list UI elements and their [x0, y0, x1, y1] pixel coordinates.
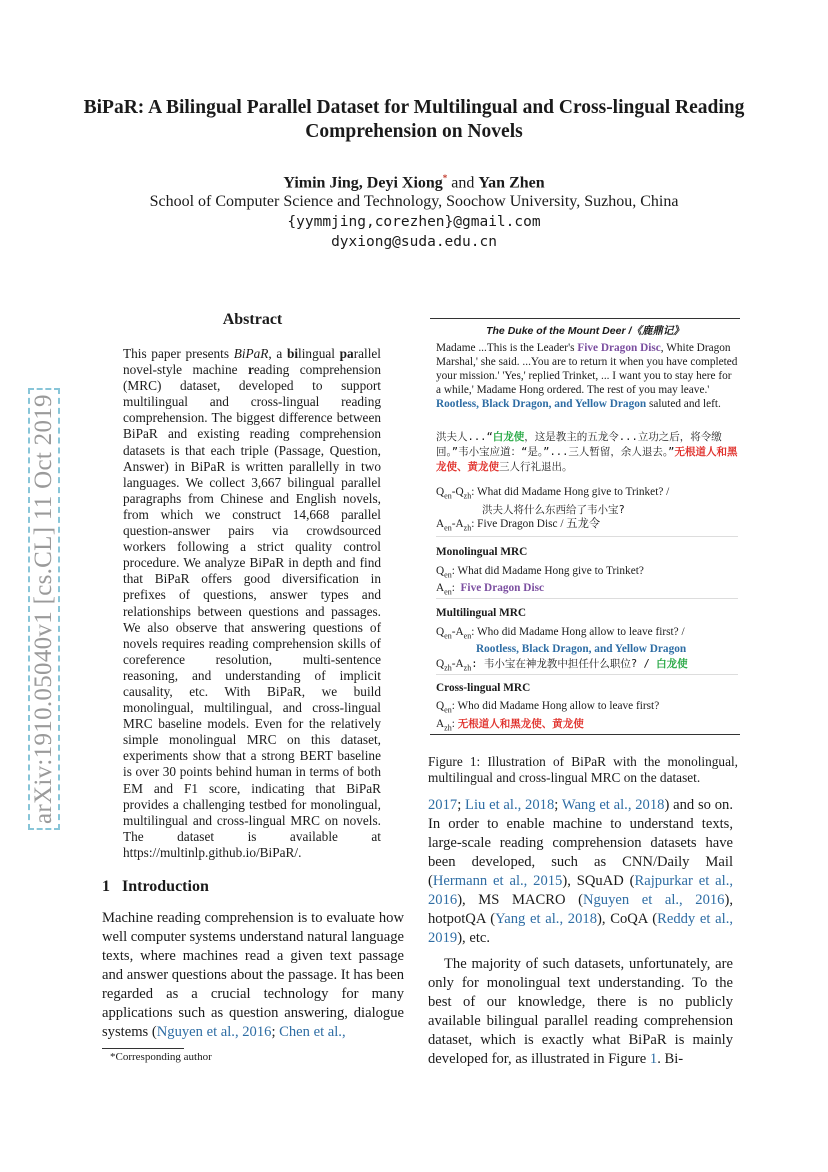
citation-link[interactable]: Yang et al., 2018 — [495, 911, 597, 927]
figure-title: The Duke of the Mount Deer /《鹿鼎记》 — [486, 325, 684, 337]
footnote: *Corresponding author — [110, 1051, 212, 1063]
intro-paragraph: Machine reading comprehension is to evaluate how well computer systems understand natural language texts, where machines read a given text passage and answer questions about the passage. It has been regarded as a crucial technology for many applications such as question answering, dialogue systems (Nguyen et al., 2016; Chen et al., — [102, 910, 404, 1040]
citation-link[interactable]: Hermann et al., 2015 — [432, 873, 563, 889]
section-number: 1 — [102, 878, 110, 895]
mono-qa: $Q_{en}$: What did Madame Hong give to Trinket? $A_{en}$: Five Dragon Disc — [436, 565, 644, 597]
citation-link[interactable]: 2017 — [428, 797, 458, 813]
arxiv-stamp[interactable]: arXiv:1910.05040v1 [cs.CL] 11 Oct 2019 — [28, 388, 60, 830]
cross-qa: $Q_{en}$: Who did Madame Hong allow to leave first? $A_{zh}$: 无根道人和黑龙使、黄龙使 — [436, 700, 660, 733]
abstract-heading: Abstract — [222, 311, 283, 328]
figure-reference-link[interactable]: 1 — [649, 1051, 658, 1067]
section-heading — [102, 878, 209, 896]
author-list — [60, 173, 768, 192]
citation-link[interactable]: Rajpurkar et al., 2016 — [428, 873, 733, 908]
affiliation: School of Computer Science and Technology, Soochow University, Suzhou, China — [149, 193, 679, 210]
email-1[interactable]: {yymmjing,corezhen}@gmail.com — [287, 214, 541, 230]
citation-link[interactable]: Liu et al., 2018 — [465, 797, 555, 813]
right-paragraph-1: 2017; Liu et al., 2018; Wang et al., 2018) and so on. In order to enable machine to understand texts, large-scale reading comprehension datasets have been developed, such as CNN/Daily Mail (Hermann et al., 2015), SQuAD (Rajpurkar et al., 2016), MS MACRO (Nguyen et al., 2016), hotpotQA (Yang et al., 2018), CoQA (Reddy et al., 2019), etc. — [428, 797, 734, 946]
email-2[interactable]: dyxiong@suda.edu.cn — [331, 234, 497, 250]
abstract-body: This paper presents BiPaR, a bilingual parallel novel-style machine reading comprehension (MRC) dataset, developed to support multilingual and cross-lingual reading comprehension. The biggest difference between BiPaR and existing reading comprehension datasets is that each triple (Passage, Question, Answer) in BiPaR is written parallelly in two languages. We collect 3,667 bilingual parallel paragraphs from Chinese and English novels, from which we construct 14,668 parallel question-answer pairs via crowdsourced workers following a strict quality control procedure. We analyze BiPaR in depth and find that BiPaR offers good diversification in prefixes of questions, answer types and relationships between questions and passages. We also observe that answering questions of novels requires reading comprehension skills of coreference resolution, multi-sentence reasoning, and understanding of implicit causality, etc. With BiPaR, we build monolingual, multilingual, and cross-lingual MRC baseline models. Even for the relatively simple monolingual MRC on this dataset, experiments show that a strong BERT baseline is over 30 points behind human in terms of both EM and F1 score, indicating that BiPaR provides a challenging testbed for monolingual, multilingual and cross-lingual MRC on novels. The dataset is available at https://multinlp.github.io/BiPaR/. — [123, 346, 382, 860]
chinese-passage: 洪夫人...“白龙使，这是教主的五龙令...立功之后，将令缴回。”韦小宝应道：“是。”...三人暂留，余人退去。”无根道人和黑龙使、黄龙使三人行礼退出。 — [436, 431, 738, 473]
multi-heading: Multilingual MRC — [436, 607, 527, 619]
figure-divider — [436, 598, 738, 599]
figure-top-rule — [430, 318, 740, 319]
mono-heading: Monolingual MRC — [436, 546, 528, 558]
citation-link[interactable]: Wang et al., 2018 — [561, 797, 665, 813]
english-passage: Madame ...This is the Leader's Five Dragon Disc, White Dragon Marshal,' she said. ...You are to return it when you have completed your mission.' 'Yes,' replied Trinket, ... I want you to stay here for a while,' Madame Hong ordered. The rest of you may leave.' Rootless, Black Dragon, and Yellow Dragon saluted and left. — [436, 342, 738, 410]
parallel-qa: $Q_{en}-Q_{zh}$: What did Madame Hong give to Trinket? / 洪夫人将什么东西给了韦小宝? $A_{en}-A_{zh}$: Five Dragon Disc / 五龙令 — [436, 486, 670, 533]
right-paragraph-2: The majority of such datasets, unfortunately, are only for monolingual text understanding. To the best of our knowledge, there is no publicly available bilingual parallel reading comprehension dataset, which is exactly what BiPaR is mainly developed for, as illustrated in Figure 1. Bi- — [428, 956, 733, 1067]
citation-link[interactable]: Nguyen et al., 2016 — [582, 892, 725, 908]
author-3: Yan Zhen — [478, 174, 545, 192]
footnote-divider — [102, 1048, 184, 1049]
figure-bottom-rule — [430, 734, 740, 735]
figure-divider — [436, 674, 738, 675]
author-and: and — [447, 174, 479, 192]
author-separator: , — [358, 174, 367, 192]
paper-title: BiPaR: A Bilingual Parallel Dataset for Multilingual and Cross-lingual Reading Comprehension on Novels — [83, 97, 745, 142]
section-title: Introduction — [122, 878, 209, 895]
citation-link[interactable]: Chen et al., — [279, 1024, 346, 1040]
figure-divider — [436, 536, 738, 537]
author-2: Deyi Xiong — [366, 174, 443, 192]
multi-qa: $Q_{en}-A_{en}$: Who did Madame Hong allow to leave first? / Rootless, Black Dragon, and Yellow Dragon $Q_{zh}-A_{zh}$: 韦小宝在神龙教中担任什么职位? / 白龙使 — [436, 626, 688, 673]
citation-link[interactable]: Nguyen et al., 2016 — [156, 1024, 272, 1040]
figure-caption: Figure 1: Illustration of BiPaR with the monolingual, multilingual and cross-lingual MRC on the dataset. — [428, 754, 738, 786]
citation-link[interactable]: Reddy et al., 2019 — [428, 911, 734, 946]
corresponding-star: * — [442, 173, 448, 183]
cross-heading: Cross-lingual MRC — [436, 682, 531, 694]
author-1: Yimin Jing — [283, 174, 359, 192]
